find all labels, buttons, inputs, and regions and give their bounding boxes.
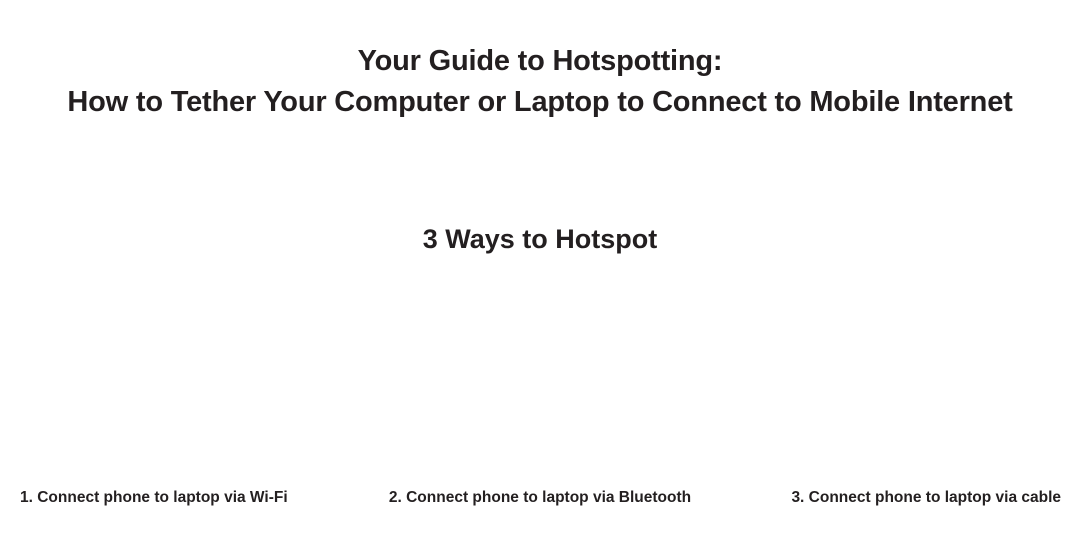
title-line-primary: Your Guide to Hotspotting:: [357, 45, 723, 77]
method-caption-bluetooth: 2. Connect phone to laptop via Bluetooth: [388, 489, 692, 506]
title-line-secondary: How to Tether Your Computer or Laptop to Connect to Mobile Internet: [67, 86, 1013, 119]
method-caption-wifi: 1. Connect phone to laptop via Wi-Fi: [20, 489, 288, 506]
method-caption-cable: 3. Connect phone to laptop via cable: [791, 489, 1061, 506]
illustration-area: [0, 290, 1080, 470]
page-title: [0, 44, 1080, 119]
method-caption-row: [0, 488, 1080, 508]
section-heading: 3 Ways to Hotspot: [422, 224, 658, 254]
